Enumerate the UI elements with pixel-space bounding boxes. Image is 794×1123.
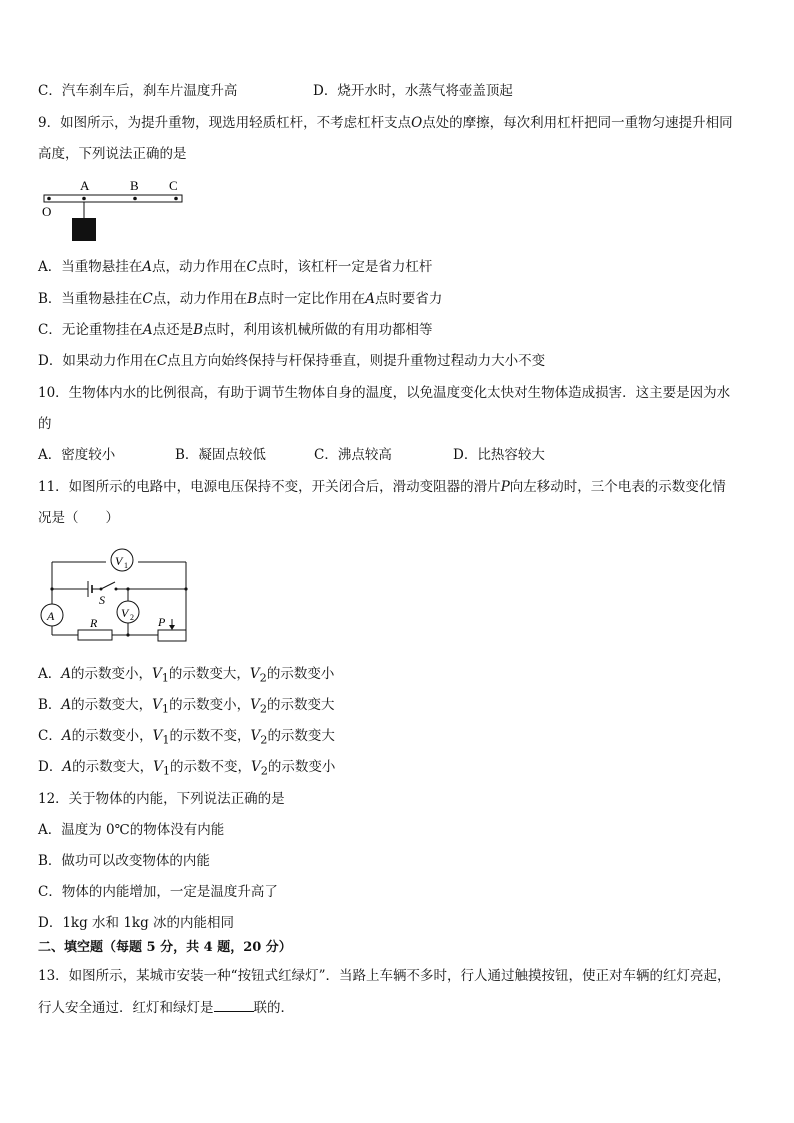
lever-label-a: A <box>80 178 90 193</box>
q8-option-c: C．汽车刹车后，刹车片温度升高 <box>38 83 238 99</box>
ammeter-label: A <box>47 609 55 623</box>
q9-stem-line1: 9．如图所示，为提升重物，现选用轻质杠杆，不考虑杠杆支点O点处的摩擦，每次利用杠杆把同一重物匀速提升相同 <box>38 115 733 131</box>
lever-label-o: O <box>42 204 52 219</box>
q12-option-d: D．1kg 水和 1kg 冰的内能相同 <box>38 915 235 931</box>
q11-option-b: B．A的示数变大，$V_1$的示数变小，$V_2$的示数变大 <box>38 697 335 716</box>
answer-blank[interactable] <box>214 999 254 1012</box>
q12-option-c: C．物体的内能增加，一定是温度升高了 <box>38 884 278 900</box>
slider-label: P <box>158 615 166 629</box>
q11-stem-line1: 11．如图所示的电路中，电源电压保持不变，开关闭合后，滑动变阻器的滑片P向左移动时，三个电表的示数变化情 <box>38 479 726 495</box>
v1-subscript: 1 <box>124 561 128 570</box>
resistor-r <box>78 630 112 640</box>
q11-option-a: A．A的示数变小，$V_1$的示数变大，$V_2$的示数变小 <box>38 666 335 685</box>
q12-option-b: B．做功可以改变物体的内能 <box>38 853 210 869</box>
q10-option-c: C．沸点较高 <box>314 447 392 463</box>
q10-option-a: A．密度较小 <box>38 447 116 463</box>
switch-blade <box>101 582 115 589</box>
lever-label-b: B <box>130 178 139 193</box>
q9-option-c: C．无论重物挂在A点还是B点时，利用该机械所做的有用功都相等 <box>38 322 433 338</box>
q10-option-d: D．比热容较大 <box>453 447 545 463</box>
q9-option-d: D．如果动力作用在C点且方向始终保持与杆保持垂直，则提升重物过程动力大小不变 <box>38 353 546 369</box>
q8-option-d: D．烧开水时，水蒸气将壶盖顶起 <box>313 83 513 99</box>
q12-stem: 12．关于物体的内能，下列说法正确的是 <box>38 791 285 807</box>
q9-stem-line2: 高度，下列说法正确的是 <box>38 146 187 162</box>
v1-label: V <box>115 554 123 568</box>
q11-option-d: D．A的示数变大，$V_1$的示数不变，$V_2$的示数变小 <box>38 759 336 778</box>
weight-block <box>72 218 96 241</box>
q13-stem-line1: 13．如图所示，某城市安装一种“按钮式红绿灯”．当路上车辆不多时，行人通过触摸按钮，使正对车辆的红灯亮起， <box>38 968 731 984</box>
q10-option-b: B．凝固点较低 <box>175 447 266 463</box>
q11-stem-line2: 况是（ ） <box>38 510 119 526</box>
q11-option-c: C．A的示数变小，$V_1$的示数不变，$V_2$的示数变大 <box>38 728 335 747</box>
resistor-label: R <box>90 616 98 630</box>
switch-label: S <box>99 593 105 607</box>
q12-option-a: A．温度为 0℃的物体没有内能 <box>38 822 225 838</box>
q10-stem-line2: 的 <box>38 416 52 432</box>
circuit-figure <box>38 547 198 647</box>
q13-stem-line2: 行人安全通过．红灯和绿灯是 联的． <box>38 1000 294 1016</box>
lever-figure <box>40 176 190 246</box>
section-title: 二、填空题（每题 5 分，共 4 题，20 分） <box>38 940 292 955</box>
q10-stem-line1: 10．生物体内水的比例很高，有助于调节生物体自身的温度，以免温度变化太快对生物体造成损害．这主要是因为水 <box>38 385 731 401</box>
rheostat <box>158 630 186 641</box>
q9-option-b: B．当重物悬挂在C点，动力作用在B点时一定比作用在A点时要省力 <box>38 291 443 307</box>
v2-subscript: 2 <box>130 613 134 622</box>
v2-label: V <box>121 606 129 620</box>
lever-label-c: C <box>169 178 178 193</box>
q9-option-a: A．当重物悬挂在A点，动力作用在C点时，该杠杆一定是省力杠杆 <box>38 259 433 275</box>
